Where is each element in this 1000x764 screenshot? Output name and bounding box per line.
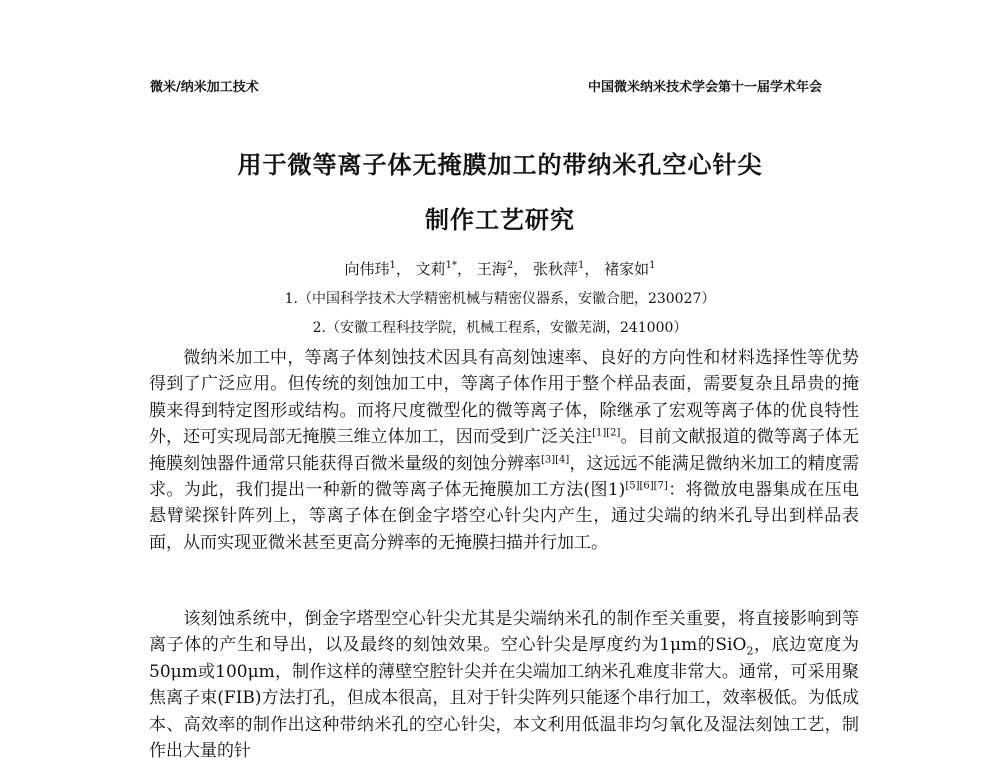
author-affil-mark: 1	[389, 260, 396, 271]
header-conference: 中国微米纳米技术学会第十一届学术年会	[587, 80, 822, 95]
paragraph-text: ：将微放电器集成在压电悬臂梁探针阵列上，等离子体在倒金字塔空心针尖内产生，通过尖端的纳米孔导出到样品表面，从而实现亚微米甚至更高分辨率的无掩膜扫描并行加工。	[149, 480, 859, 553]
citation: [3][4]	[540, 453, 570, 465]
body-paragraph-2	[149, 606, 859, 764]
paper-title-line-1: 用于微等离子体无掩膜加工的带纳米孔空心针尖	[237, 151, 763, 179]
author-affil-mark: 1*	[445, 260, 458, 271]
paragraph-text: 微纳米加工中，等离子体刻蚀技术因具有高刻蚀速率、良好的方向性和材料选择性等优势得到了广泛应用。但传统的刻蚀加工中，等离子体作用于整个样品表面，需要复杂且昂贵的掩膜来得到特定图形或结构。而将尺度微型化的微等离子体，除继承了宏观等离子体的优良特性外，还可实现局部无掩膜三维立体加工，因而受到广泛关注	[149, 348, 859, 448]
author-affil-mark: 1	[649, 260, 656, 271]
author-list: 向伟玮$^1$， 文莉$^{1*}$， 王海$^2$， 张秋萍$^1$， 褚家如$^1$	[344, 260, 656, 278]
author-affil-mark: 1	[577, 260, 585, 271]
running-header	[150, 76, 822, 95]
citation: [1][2]	[592, 427, 621, 439]
paragraph-text: ，底边宽度为50μm或100μm，制作这样的薄壁空腔针尖并在尖端加工纳米孔难度非常大。通常，可采用聚焦离子束(FIB)方法打孔，但成本很高，且对于针尖阵列只能逐个串行加工，效率极低。为低成本、高效率的制作出这种带纳米孔的空心针尖，本文利用低温非均匀氧化及湿法刻蚀工艺，制作出大量的针	[149, 635, 860, 762]
citation: [5][6][7]	[625, 480, 668, 492]
author: 向伟玮	[344, 260, 390, 278]
paper-title-line-2: 制作工艺研究	[425, 206, 575, 234]
paragraph-text: ，这远远不能满足微纳米加工的精度需求。为此，我们提出一种新的微等离子体无掩膜加工方法(图1)	[149, 453, 860, 501]
body-paragraph-1	[149, 345, 859, 556]
author: 文莉	[415, 260, 446, 278]
paragraph-text: 该刻蚀系统中，倒金字塔型空心针尖尤其是尖端纳米孔的制作至关重要，将直接影响到等离子体的产生和导出，以及最终的刻蚀效果。空心针尖是厚度约为1μm的SiO	[149, 609, 859, 656]
header-section: 微米/纳米加工技术	[150, 80, 259, 95]
subscript: 2	[746, 644, 754, 658]
affiliation-1: 1.（中国科学技术大学精密机械与精密仪器系，安徽合肥，230027）	[284, 291, 716, 307]
paragraph-text: 。目前文献报道的微等离子体无掩膜刻蚀器件通常只能获得百微米量级的刻蚀分辨率	[149, 427, 860, 474]
author-affil-mark: 2	[506, 260, 514, 271]
author: 褚家如	[604, 260, 650, 278]
affiliation-2: 2.（安徽工程科技学院，机械工程系，安徽芜湖，241000）	[312, 320, 688, 336]
author: 王海	[476, 260, 507, 278]
author: 张秋萍	[532, 260, 578, 278]
